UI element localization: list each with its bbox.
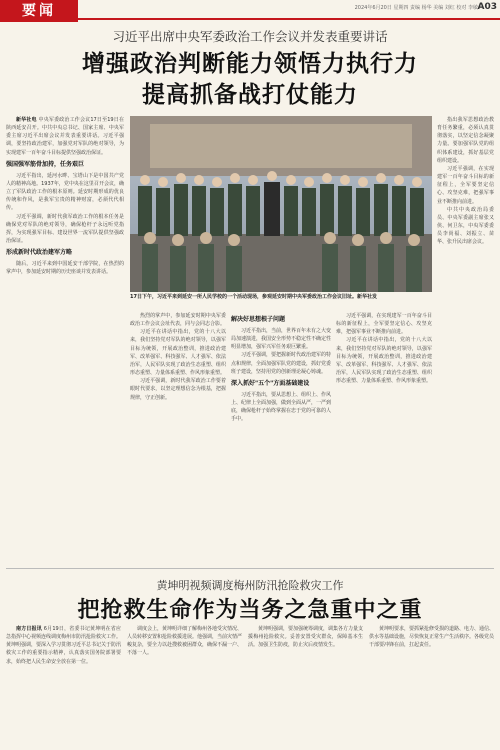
article2-paragraph: 6月19日，省委书记黄坤明在省应急指挥中心视频连线调度梅州市防汛抢险救灾工作。黄坤明强调，要深入学习贯彻习近平总书记关于防汛救灾工作的重要指示精神，认真落实国务院部署要求，始终把人民生命安全放在第一位。 bbox=[6, 626, 121, 665]
article1-byline: 新华社电 bbox=[16, 117, 37, 123]
article1-paragraph: 习近平指出，当前，世界百年未有之大变局加速演进，我国安全形势不稳定性不确定性明显增加，强军兴军任务艰巨繁重。 bbox=[231, 328, 331, 351]
article1-paragraph: 习近平指出，延河水畔、宝塔山下是中国共产党人的精神高地。1937年，党中央在这里召开会议，确立了军队政治工作的根本原则。延安时期形成的优良传统和作风，是我军宝贵的精神财富，必须代代相传。 bbox=[6, 172, 124, 212]
article1-column-4 bbox=[437, 116, 494, 561]
article1-paragraph: 习近平强调，新时代我军政治工作的根本任务是确保党对军队的绝对领导，确保枪杆子永远听党指挥，为实现强军目标、建设世界一流军队提供坚强政治保证。 bbox=[6, 213, 124, 245]
article1-paragraph: 习近平强调，新时代我军政治工作要着眼时代要求，以坚定理想信念为根基，把握规律，守正创新。 bbox=[130, 378, 226, 401]
section-label: 要闻 bbox=[0, 0, 78, 22]
photo-caption: 17日下午，习近平来到延安一所人民学校的一个活动现场，参观延安时期中央军委政治工作会议旧址。新华社发 bbox=[130, 294, 377, 300]
article1-subhead-2: 形成新时代政治建军方略 bbox=[6, 249, 73, 257]
article2-column-3 bbox=[248, 625, 363, 747]
article1-subhead-3: 解决好思想根子问题 bbox=[231, 316, 286, 323]
article1-column-3 bbox=[231, 312, 331, 561]
article2-byline: 南方日报讯 bbox=[16, 626, 42, 632]
article1-paragraph: 热烈的掌声中，参加延安时期中央军委政治工作会议会址代表，同与会同志合影。 bbox=[130, 313, 226, 328]
article2-column-1 bbox=[6, 625, 121, 747]
article1-paragraph: 习近平在讲话中指出，党的十八大以来，我们坚持党对军队的绝对领导，以强军目标为统领，开展政治整训，推进政治建军、改革强军、科技强军、人才强军、依法治军，人民军队实现了政治生态重塑、组织形态重塑、力量体系重塑、作风形象重塑。 bbox=[336, 337, 432, 385]
news-photo bbox=[130, 116, 432, 292]
article1-column-1 bbox=[6, 116, 124, 561]
masthead bbox=[0, 0, 500, 22]
article1-paragraph: 习近平强调，在实现建军一百年奋斗目标的新征程上，全军要坚定信心、攻坚克难，把强军事业不断推向前进。 bbox=[437, 165, 494, 205]
article1-paragraph: 指出我军思想政治教育任务繁重，必须认真贯彻落实，以坚定信念凝聚力量。要加强军队党的组织体系建设，抓好基层党组织建设。 bbox=[437, 117, 494, 164]
article1-subhead-4: 深入抓好"五个"方面基础建设 bbox=[231, 379, 310, 387]
article2-title: 把抢救生命作为当务之急重中之重 bbox=[77, 597, 423, 623]
article1-paragraph: 随后，习近平来到中国延安干部学院，在热烈的掌声中，参加延安时期的历史座谈并发表讲话。 bbox=[6, 261, 124, 276]
article2-subtitle: 黄坤明视频调度梅州防汛抢险救灾工作 bbox=[156, 579, 344, 592]
section-divider bbox=[6, 568, 494, 569]
article1-subtitle: 习近平出席中央军委政治工作会议并发表重要讲话 bbox=[112, 29, 388, 44]
article1-paragraph: 习近平强调，要把握新时代政治建军的特点和规律，全面加强军队党的建设，抓好党委班子建设，坚持用党的创新理论凝心铸魂。 bbox=[231, 352, 331, 375]
article2-paragraph: 黄坤明强调，要加强统筹调度，调集各方力量支援梅州抢险救灾。妥善安置受灾群众，保障基本生活。加强卫生防疫，防止灾后疫情发生。 bbox=[248, 626, 363, 649]
article2-paragraph: 调度会上，黄坤明详细了解梅州各地受灾情况、人员转移安置和抢险救援进展。他强调，当前灾情严峻复杂，要全力以赴搜救被困群众，确保不漏一户、不落一人。 bbox=[127, 626, 242, 657]
article1-paragraph: 习近平强调，在实现建军一百年奋斗目标的新征程上，全军要坚定信心、攻坚克难，把强军事业不断推向前进。 bbox=[336, 313, 432, 336]
article1-subhead-1: 强国强军筋骨加持，任务艰巨 bbox=[6, 160, 85, 168]
article2-column-2 bbox=[127, 625, 242, 747]
article1-title-line2: 提高抓备战打仗能力 bbox=[142, 81, 358, 108]
masthead-rule bbox=[78, 18, 500, 20]
article2-column-4 bbox=[369, 625, 494, 747]
article1-paragraph: 中共中央政治局委员、中央军委副主席张又侠、何卫东，中央军委委员李尚福、刘振立、苗华、张升民出席会议。 bbox=[437, 206, 494, 246]
article2-paragraph: 黄坤明要求，要抓紧抢修受损的道路、电力、通信、供水等基础设施，尽快恢复正常生产生活秩序。各级党员干部要冲锋在前，扛起责任。 bbox=[369, 626, 494, 649]
article1-title-line1: 增强政治判断能力领悟力执行力 bbox=[82, 50, 418, 77]
page-number: A03 bbox=[477, 2, 497, 12]
article1-column-3b bbox=[336, 312, 432, 561]
article1-paragraph: 中央军委政治工作会议17日至19日在陕西延安召开。中共中央总书记、国家主席、中央军委主席习近平出席会议并发表重要讲话。习近平强调，要坚持政治建军，加强党对军队的绝对领导，为实现建军一百年奋斗目标提供坚强政治保证。 bbox=[6, 117, 124, 156]
issue-info: 2024年6月20日 星期四 责编 杨华 美编 刘红 校对 李敏 bbox=[354, 5, 478, 11]
article1-column-2 bbox=[130, 312, 226, 561]
article1-paragraph: 习近平在讲话中指出，党的十八大以来，我们坚持党对军队的绝对领导，以强军目标为统领，开展政治整训，推进政治建军、改革强军、科技强军、人才强军、依法治军，人民军队实现了政治生态重塑、组织形态重塑、力量体系重塑、作风形象重塑。 bbox=[130, 329, 226, 377]
article1-paragraph: 习近平指出，要从思想上、组织上、作风上、纪律上全面加强，做到全面从严，一严到底，确保枪杆子始终掌握在忠于党的可靠的人手中。 bbox=[231, 391, 331, 423]
